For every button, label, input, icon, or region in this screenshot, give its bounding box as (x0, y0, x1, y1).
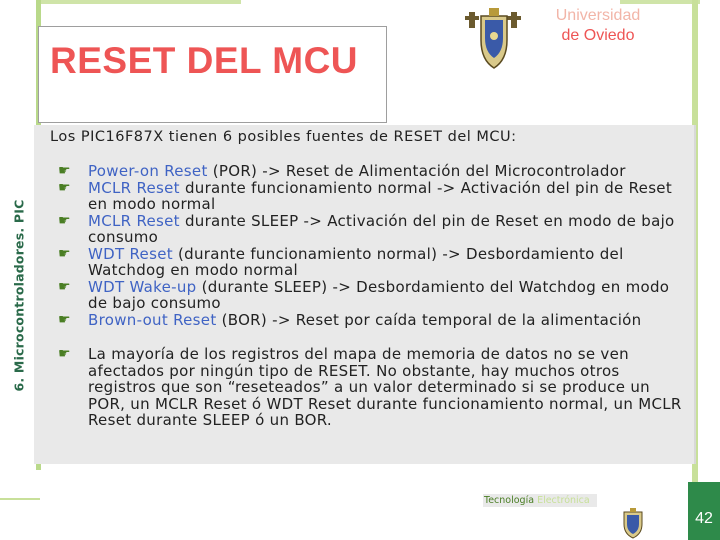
intro-text: Los PIC16F87X tienen 6 posibles fuentes de RESET del MCU: (50, 129, 517, 145)
university-name-line2: de Oviedo (561, 27, 635, 44)
reset-description: (POR) -> Reset de Alimentación del Microcontrolador (207, 162, 626, 180)
reset-description: (durante funcionamiento normal) -> Desbordamiento del Watchdog en modo normal (88, 244, 624, 279)
footer-label-part1: Tecnología (484, 495, 538, 506)
reset-sources-list (58, 163, 688, 429)
hand-pointer-icon: ☛ (58, 179, 71, 196)
list-item (58, 163, 688, 180)
university-name-line1: Universidad (555, 7, 641, 24)
bottom-frame-line (0, 498, 40, 500)
side-section-label (0, 120, 38, 470)
side-section-text: 6. Microcontroladores. PIC (11, 199, 27, 391)
reset-term: Power-on Reset (88, 162, 208, 180)
list-item (58, 180, 688, 213)
reset-term: WDT Reset (88, 244, 173, 263)
reset-term: Brown-out Reset (88, 310, 217, 329)
footer-label-part2: Electrónica (537, 495, 590, 506)
reset-description: (durante SLEEP) -> Desbordamiento del Watchdog en modo de bajo consumo (88, 277, 670, 312)
university-crest-small-icon (620, 508, 646, 540)
hand-pointer-icon: ☛ (58, 245, 71, 262)
top-frame-line-right (620, 0, 700, 4)
hand-pointer-icon: ☛ (58, 163, 71, 179)
reset-term: MCLR Reset (88, 211, 180, 230)
page-title: RESET DEL MCU (50, 40, 359, 81)
list-item (58, 213, 688, 246)
reset-description: (BOR) -> Reset por caída temporal de la alimentación (216, 310, 642, 329)
reset-description: durante funcionamiento normal -> Activación del pin de Reset en modo normal (88, 178, 673, 213)
university-crest-icon (463, 6, 525, 74)
footer-label (484, 494, 590, 507)
reset-description: durante SLEEP -> Activación del pin de Reset en modo de bajo consumo (88, 211, 675, 246)
top-frame-line (41, 0, 241, 4)
list-item (58, 312, 688, 329)
university-name (538, 6, 658, 46)
hand-pointer-icon: ☛ (58, 311, 71, 328)
hand-pointer-icon: ☛ (58, 278, 71, 295)
reset-term: WDT Wake-up (88, 277, 197, 296)
reset-term: MCLR Reset (88, 178, 180, 197)
list-item (58, 246, 688, 279)
note-item (58, 346, 688, 429)
note-text: La mayoría de los registros del mapa de memoria de datos no se ven afectados por ningún tipo de RESET. No obstante, hay muchos otros registros que son “reseteados” a un valor determinado si se produce un POR, un MCLR Reset ó WDT Reset durante funcionamiento normal, un MCLR Reset durante SLEEP ó un BOR. (88, 345, 682, 429)
list-item (58, 279, 688, 312)
hand-pointer-icon: ☛ (58, 212, 71, 229)
page-number: 42 (695, 510, 713, 527)
hand-pointer-icon: ☛ (58, 346, 71, 362)
